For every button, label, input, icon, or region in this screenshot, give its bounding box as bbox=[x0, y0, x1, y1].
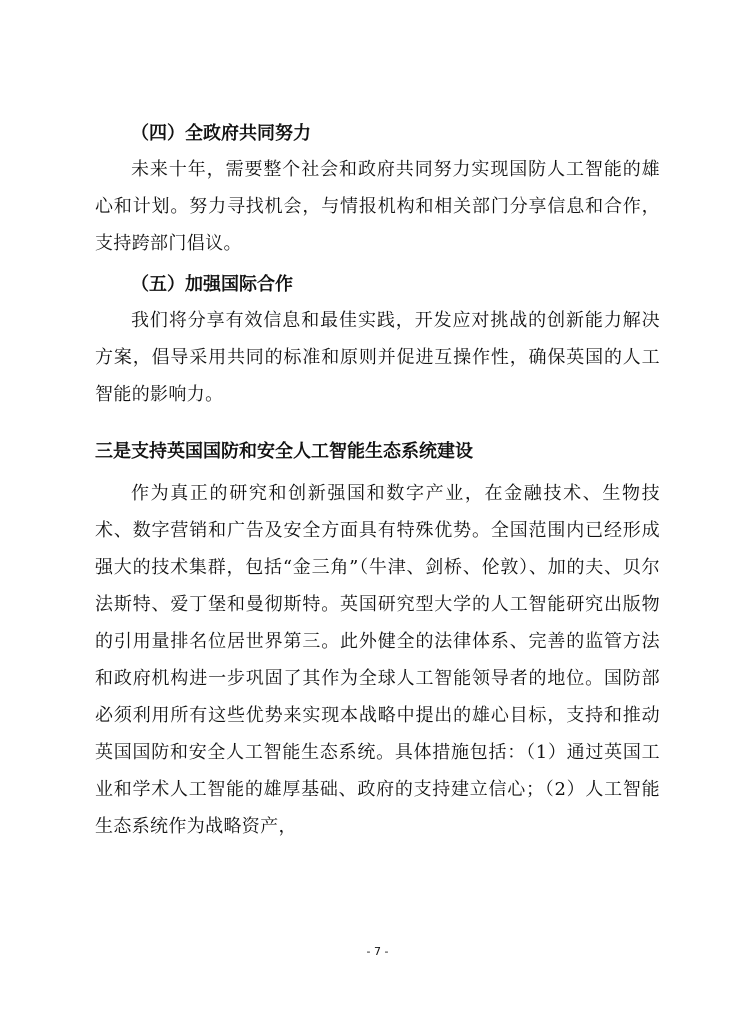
spacer bbox=[95, 413, 660, 435]
section-4-paragraph: 未来十年，需要整个社会和政府共同努力实现国防人工智能的雄心和计划。努力寻找机会，与情报机构和相关部门分享信息和合作，支持跨部门倡议。 bbox=[95, 159, 660, 254]
page-content bbox=[95, 117, 660, 845]
major-section-paragraph: 作为真正的研究和创新强国和数字产业，在金融技术、生物技术、数字营销和广告及安全方面具有特殊优势。全国范围内已经形成强大的技术集群，包括“金三角”（牛津、剑桥、伦敦）、加的夫、贝尔法斯特、爱丁堡和曼彻斯特。英国研究型大学的人工智能研究出版物的引用量排名位居世界第三。此外健全的法律体系、完善的监管方法和政府机构进一步巩固了其作为全球人工智能领导者的地位。国防部必须利用所有这些优势来实现本战略中提出的雄心目标，支持和推动英国国防和安全人工智能生态系统。具体措施包括：（1）通过英国工业和学术人工智能的雄厚基础、政府的支持建立信心；（2）人工智能生态系统作为战略资产， bbox=[95, 483, 660, 837]
page-number: - 7 - bbox=[366, 945, 389, 958]
section-heading-4: （四）全政府共同努力 bbox=[131, 123, 311, 144]
major-section-heading: 三是支持英国国防和安全人工智能生态系统建设 bbox=[95, 441, 473, 462]
section-heading-5: （五）加强国际合作 bbox=[131, 274, 293, 295]
section-5-paragraph: 我们将分享有效信息和最佳实践，开发应对挑战的创新能力解决方案，倡导采用共同的标准和原则并促进互操作性，确保英国的人工智能的影响力。 bbox=[95, 310, 660, 405]
